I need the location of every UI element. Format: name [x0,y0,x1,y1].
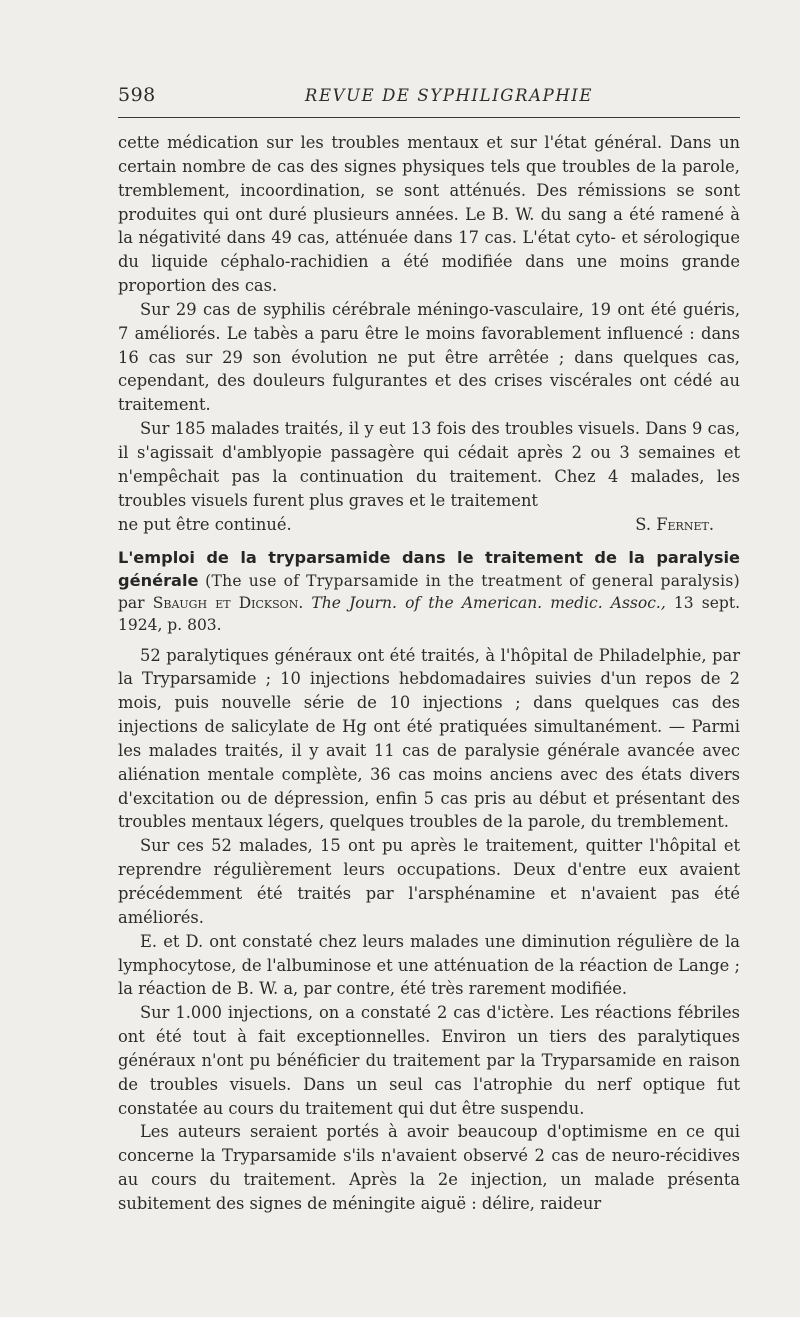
paragraph: Sur ces 52 malades, 15 ont pu après le traitement, quitter l'hôpital et reprendre régulièrement leurs occupations. Deux d'entre eux avaient précédemment été traités par l'arsphénamine et n'avaient pas été améliorés. [118,836,740,927]
paragraph: 52 paralytiques généraux ont été traités, à l'hôpital de Philadelphie, par la Tryparsamide ; 10 injections hebdomadaires suivies d'un repos de 2 mois, puis nouvelle série de 10 injections ; dans quelques cas des injections de salicylate de Hg ont été pratiquées simultanément. — Parmi les malades traités, il y avait 11 cas de paralysie générale avancée avec aliénation mentale complète, 36 cas moins anciens avec des états divers d'excitation ou de dépression, enfin 5 cas pris au début et présentant des troubles mentaux légers, quelques troubles de la parole, du tremblement. [118,645,740,832]
article-authors: Sbaugh et Dickson. [152,593,304,612]
paragraph: Sur 185 malades traités, il y eut 13 fois des troubles visuels. Dans 9 cas, il s'agissait d'amblyopie passagère qui cédait après 2 ou 3 semaines et n'empêchait pas la continuation du traitement. Chez 4 malades, les troubles visuels furent plus graves et le traitement [118,419,740,510]
paragraph: Les auteurs seraient portés à avoir beaucoup d'optimisme en ce qui concerne la Tryparsamide s'ils n'avaient observé 2 cas de neuro-récidives au cours du traitement. Après la 2e injection, un malade présenta subitement des signes de méningite aiguë : délire, raideur [118,1122,740,1213]
page-number: 598 [118,84,156,106]
paragraph-end: ne put être continué. [118,514,292,534]
page-body [118,131,740,1216]
article-by: par [118,593,145,612]
article-title: L'emploi de la tryparsamide dans le traitement de la paralysie générale [118,548,740,591]
paragraph: Sur 1.000 injections, on a constaté 2 cas d'ictère. Les réactions fébriles ont été tout à fait exceptionnelles. Environ un tiers des paralytiques généraux n'ont pu bénéficier du traitement par la Tryparsamide en raison de troubles visuels. Dans un seul cas l'atrophie du nerf optique fut constatée au cours du traitement qui dut être suspendu. [118,1003,740,1118]
article-heading [118,547,740,636]
signature-line [118,513,740,537]
paragraph: cette médication sur les troubles mentaux et sur l'état général. Dans un certain nombre de cas des signes physiques tels que troubles de la parole, tremblement, incoordination, se sont atténués. Des rémissions se sont produites qui ont duré plusieurs années. Le B. W. du sang a été ramené à la négativité dans 49 cas, atténuée dans 17 cas. L'état cyto- et sérologique du liquide céphalo-rachidien a été modifiée dans une moins grande proportion des cas. [118,133,740,296]
article-date: 13 sept. 1924, p. 803. [118,593,741,634]
page-header [118,84,740,112]
paragraph: Sur 29 cas de syphilis cérébrale méningo-vasculaire, 19 ont été guéris, 7 améliorés. Le tabès a paru être le moins favorablement influencé : dans 16 cas sur 29 son évolution ne put être arrêtée ; dans quelques cas, cependant, des douleurs fulgurantes et des crises viscérales ont cédé au traitement. [118,299,740,415]
running-head: REVUE DE SYPHILIGRAPHIE [304,86,594,105]
paragraph: E. et D. ont constaté chez leurs malades une diminution régulière de la lymphocytose, de l'albuminose et une atténuation de la réaction de Lange ; la réaction de B. W. a, par contre, été très rarement modifiée. [118,931,740,999]
signature: S. Fernet. [635,514,714,534]
article-journal: The Journ. of the American. medic. Assoc., [311,593,666,612]
article-body [118,644,740,1216]
header-rule [118,117,740,118]
article-subtitle: (The use of Tryparsamide in the treatment of general paralysis) [205,572,740,591]
